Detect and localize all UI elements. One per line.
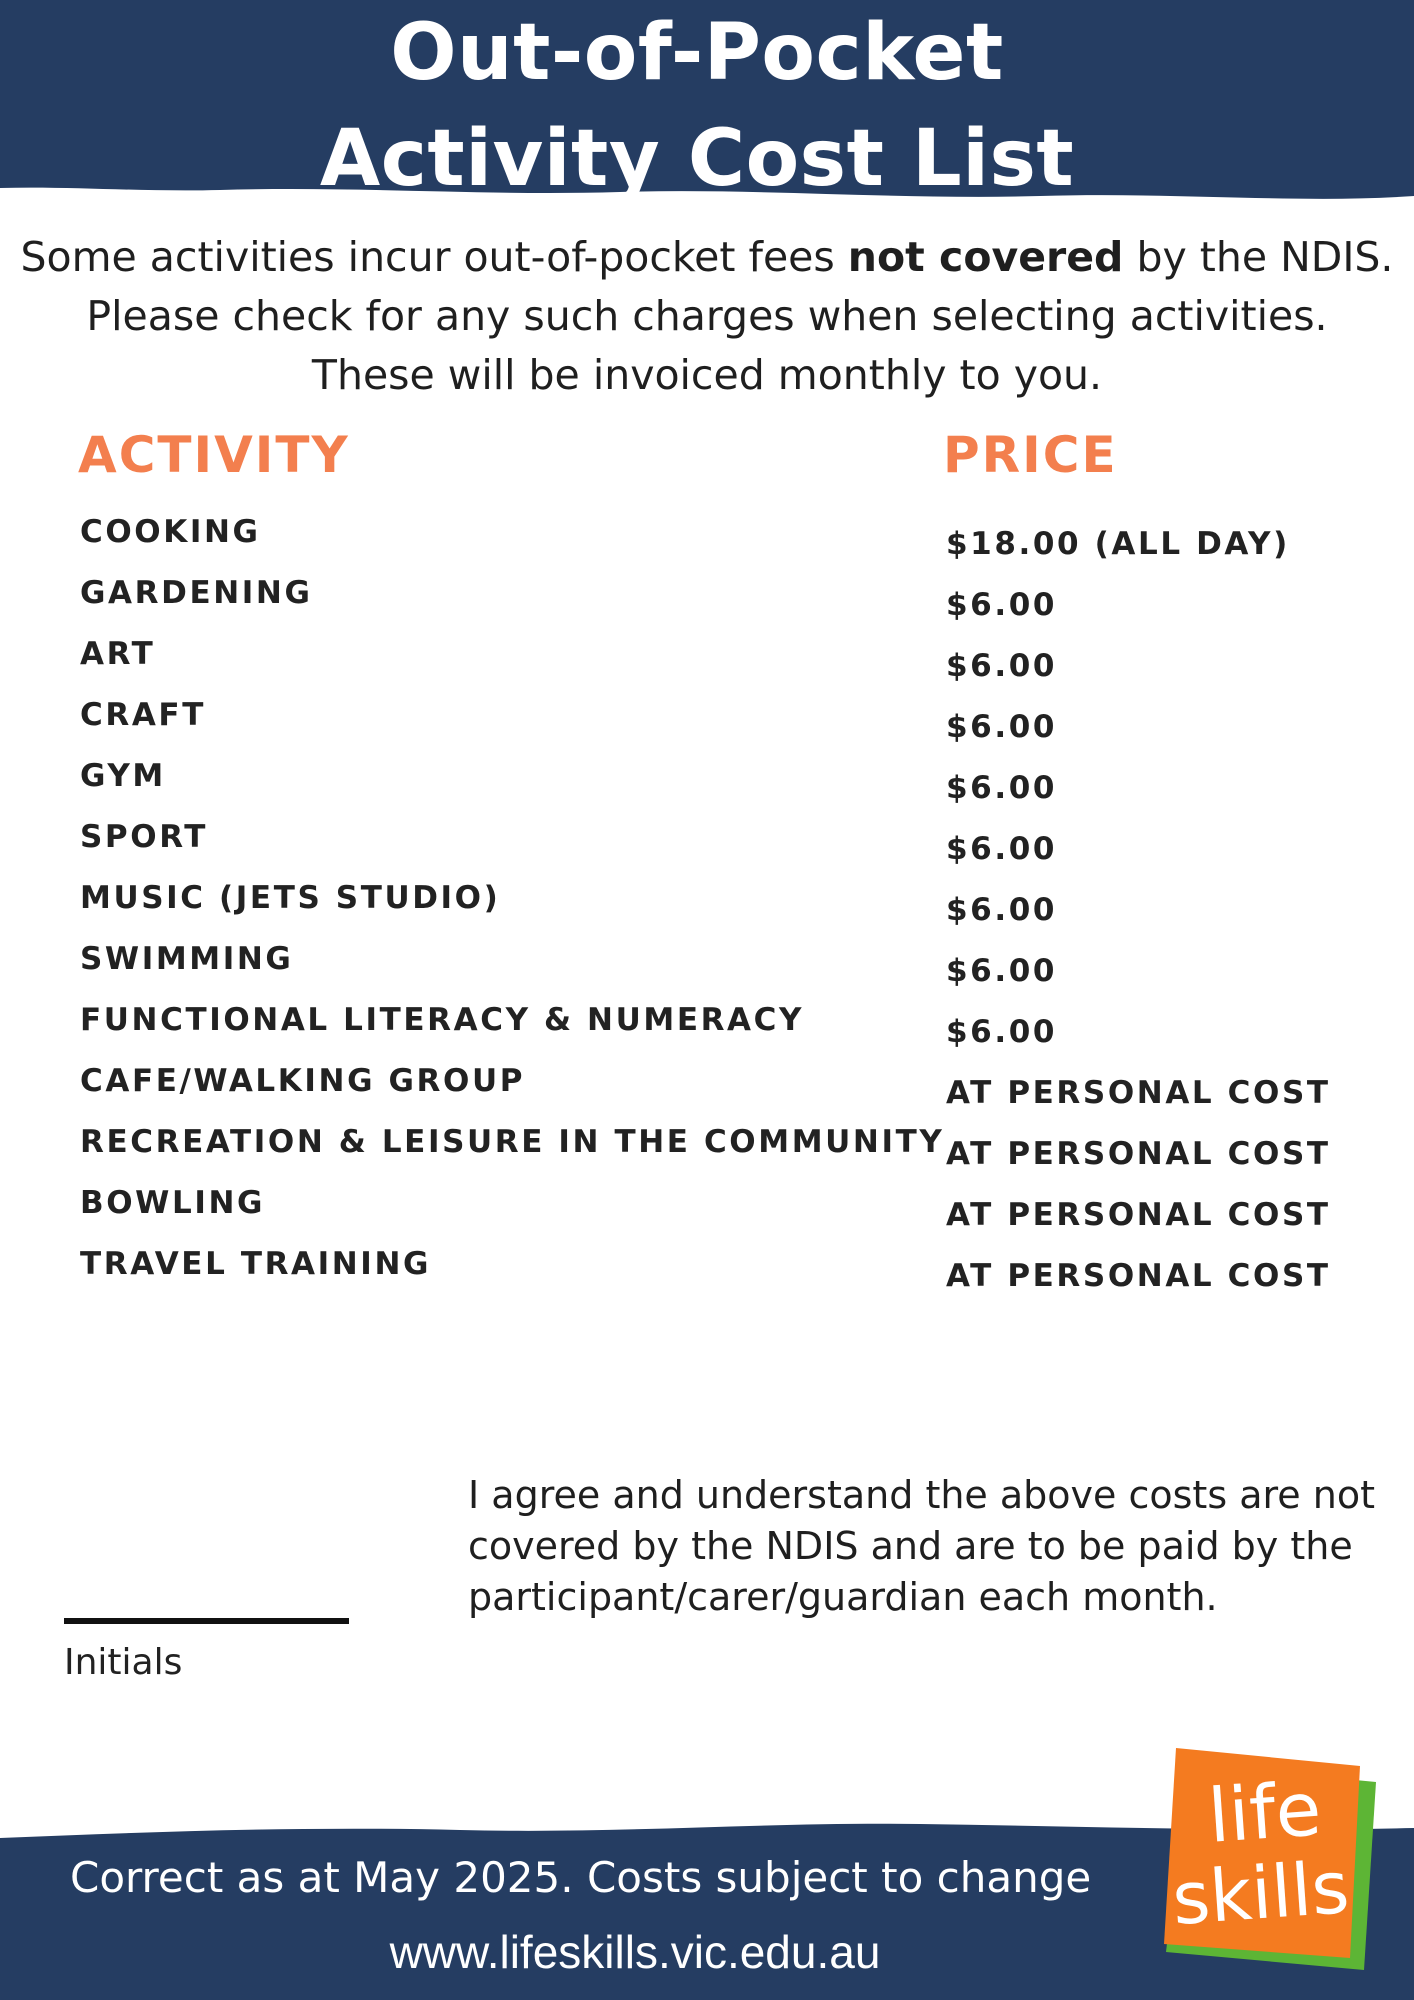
table-row <box>0 1000 1414 1061</box>
page-title <box>0 0 1394 212</box>
activity-name: COOKING <box>80 514 261 550</box>
activity-price: $6.00 <box>946 770 1058 806</box>
table-row <box>0 512 1414 573</box>
table-row <box>0 1244 1414 1305</box>
table-row <box>0 939 1414 1000</box>
intro-paragraph <box>0 228 1414 405</box>
activity-name: MUSIC (JETS STUDIO) <box>80 880 501 916</box>
table-row <box>0 1122 1414 1183</box>
activity-name: CRAFT <box>80 697 206 733</box>
activity-price: $6.00 <box>946 587 1058 623</box>
activity-price: AT PERSONAL COST <box>946 1136 1331 1172</box>
table-row <box>0 634 1414 695</box>
agreement-statement <box>468 1470 1388 1623</box>
activity-name: GYM <box>80 758 166 794</box>
agreement-line-3: participant/carer/guardian each month. <box>468 1575 1218 1619</box>
table-row <box>0 878 1414 939</box>
intro-line-1 <box>0 228 1414 287</box>
activity-column-header: ACTIVITY <box>78 426 350 484</box>
price-column-header: PRICE <box>943 426 1118 484</box>
intro-emphasis: not covered <box>847 233 1124 281</box>
activity-price: $6.00 <box>946 1014 1058 1050</box>
intro-text: by the NDIS. <box>1123 233 1394 281</box>
activity-price: $18.00 (ALL DAY) <box>946 526 1290 562</box>
title-line-1: Out-of-Pocket <box>390 8 1004 98</box>
activity-price: AT PERSONAL COST <box>946 1258 1331 1294</box>
activity-price: $6.00 <box>946 709 1058 745</box>
logo-text-life: life <box>1205 1766 1324 1860</box>
activity-price: $6.00 <box>946 953 1058 989</box>
initials-signature-line <box>64 1618 349 1624</box>
activity-price: AT PERSONAL COST <box>946 1075 1331 1111</box>
table-row <box>0 1183 1414 1244</box>
title-line-2: Activity Cost List <box>319 114 1075 204</box>
lifeskills-logo <box>1158 1742 1382 1978</box>
agreement-line-2: covered by the NDIS and are to be paid by the <box>468 1524 1353 1568</box>
table-row <box>0 695 1414 756</box>
agreement-line-1: I agree and understand the above costs are not <box>468 1473 1375 1517</box>
intro-line-2: Please check for any such charges when selecting activities. <box>86 292 1328 340</box>
activity-price: $6.00 <box>946 648 1058 684</box>
intro-text: Some activities incur out-of-pocket fees <box>20 233 848 281</box>
activity-name: RECREATION & LEISURE IN THE COMMUNITY <box>80 1124 945 1160</box>
footer-note: Correct as at May 2025. Costs subject to change <box>70 1853 1092 1902</box>
activity-name: GARDENING <box>80 575 313 611</box>
activity-name: SWIMMING <box>80 941 294 977</box>
intro-line-3: These will be invoiced monthly to you. <box>311 351 1103 399</box>
activity-price: $6.00 <box>946 831 1058 867</box>
activity-name: FUNCTIONAL LITERACY & NUMERACY <box>80 1002 805 1038</box>
activity-name: CAFE/WALKING GROUP <box>80 1063 526 1099</box>
logo-text-skills: skills <box>1169 1844 1352 1942</box>
website-link[interactable]: www.lifeskills.vic.edu.au <box>389 1926 881 1978</box>
table-row <box>0 817 1414 878</box>
activity-name: SPORT <box>80 819 209 855</box>
activity-price: $6.00 <box>946 892 1058 928</box>
activity-name: TRAVEL TRAINING <box>80 1246 432 1282</box>
table-row <box>0 573 1414 634</box>
table-row <box>0 1061 1414 1122</box>
activity-name: ART <box>80 636 156 672</box>
activity-price: AT PERSONAL COST <box>946 1197 1331 1233</box>
initials-label: Initials <box>64 1642 183 1683</box>
table-row <box>0 756 1414 817</box>
activity-name: BOWLING <box>80 1185 266 1221</box>
